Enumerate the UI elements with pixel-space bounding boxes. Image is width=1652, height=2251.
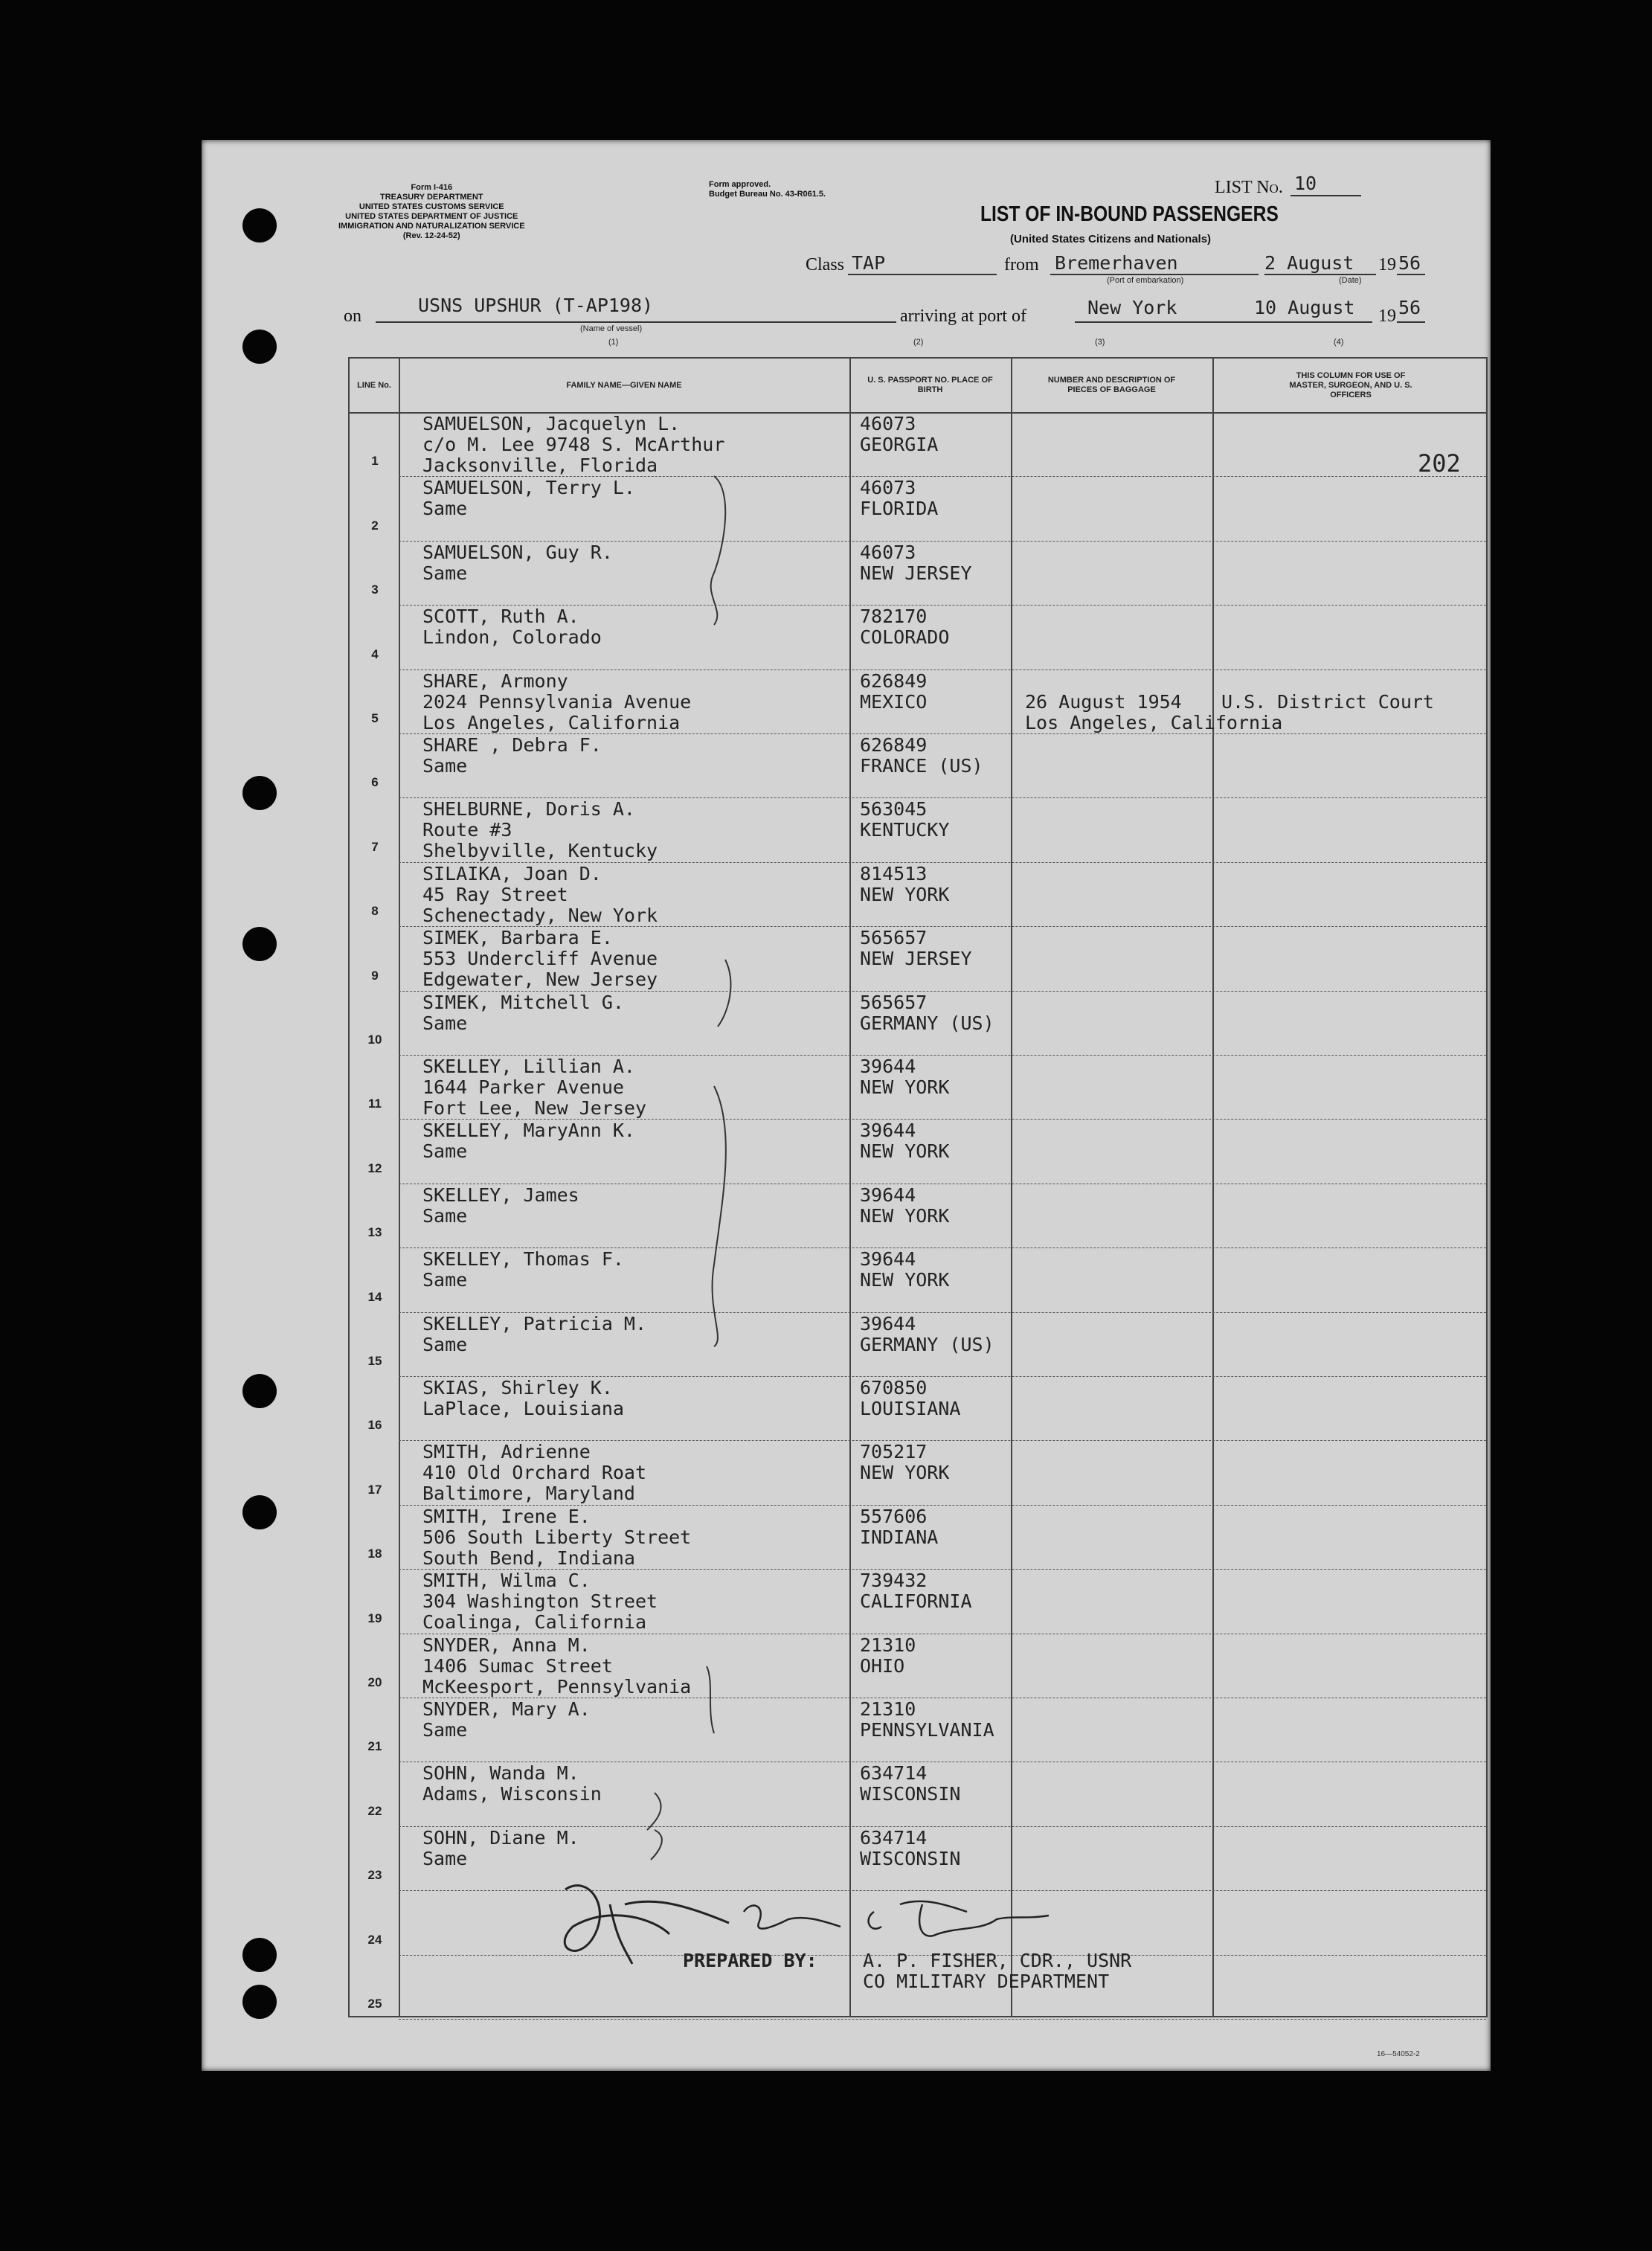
line-number: 10 — [367, 1033, 382, 1047]
line-number: 5 — [371, 711, 379, 725]
passenger-name: SMITH, Irene E. 506 South Liberty Street South Bend, Indiana — [422, 1505, 692, 1569]
passport-birthplace: 46073 GEORGIA — [860, 413, 939, 455]
col-divider — [1011, 359, 1012, 2016]
line-number: 24 — [367, 1932, 382, 1947]
list-no-value: 10 — [1294, 173, 1317, 194]
page-title: LIST OF IN-BOUND PASSENGERS — [980, 202, 1279, 226]
binder-hole — [242, 1495, 277, 1529]
col-num-3: (3) — [1095, 338, 1105, 347]
ins-label: IMMIGRATION AND NATURALIZATION SERVICE — [338, 222, 525, 231]
col-num-4: (4) — [1334, 338, 1344, 347]
row-divider — [399, 1890, 1486, 1891]
passenger-name: SOHN, Diane M. Same — [422, 1826, 579, 1869]
line-number: 14 — [367, 1289, 382, 1304]
form-revision: (Rev. 12-24-52) — [402, 231, 460, 240]
line-number: 17 — [367, 1482, 382, 1497]
col-num-2: (2) — [913, 338, 924, 347]
binder-hole — [242, 927, 277, 961]
arrival-date: 10 August — [1254, 297, 1355, 318]
passport-birthplace: 814513 NEW YORK — [860, 862, 950, 905]
page-subtitle: (United States Citizens and Nationals) — [1010, 233, 1212, 245]
passenger-name: SOHN, Wanda M. Adams, Wisconsin — [422, 1762, 602, 1805]
binder-hole — [242, 1374, 277, 1408]
passport-birthplace: 705217 NEW YORK — [860, 1441, 950, 1484]
passport-birthplace: 21310 PENNSYLVANIA — [860, 1698, 994, 1741]
line-number: 12 — [367, 1160, 382, 1175]
list-no-line — [1291, 195, 1361, 196]
on-label: on — [344, 306, 361, 326]
col-divider — [1212, 359, 1214, 2016]
passport-birthplace: 634714 WISCONSIN — [860, 1826, 961, 1869]
embarkation-year: 56 — [1398, 252, 1421, 274]
passport-birthplace: 39644 NEW YORK — [860, 1248, 950, 1291]
binder-hole — [242, 1985, 277, 2019]
budget-bureau-no: Budget Bureau No. 43-R061.5. — [709, 190, 826, 199]
line-number: 16 — [367, 1418, 382, 1433]
line-number: 8 — [371, 904, 379, 919]
passenger-name: SKELLEY, Thomas F. Same — [422, 1248, 624, 1291]
passenger-name: SMITH, Wilma C. 304 Washington Street Coalinga, California — [422, 1570, 658, 1634]
passenger-name: SILAIKA, Joan D. 45 Ray Street Schenectady, New York — [422, 862, 658, 926]
line-number: 25 — [367, 1997, 382, 2011]
passenger-table — [348, 357, 1488, 2017]
form-number: Form I-416 — [411, 183, 453, 192]
port-caption: (Port of embarkation) — [1107, 276, 1184, 285]
row-divider — [399, 2019, 1486, 2020]
passport-birthplace: 670850 LOUISIANA — [860, 1377, 961, 1419]
col-divider — [399, 359, 400, 2016]
line-number: 6 — [371, 775, 379, 790]
prepared-by-name: A. P. FISHER, CDR., USNR — [863, 1950, 1132, 1971]
department-of-justice: UNITED STATES DEPARTMENT OF JUSTICE — [345, 212, 518, 221]
passport-birthplace: 563045 KENTUCKY — [860, 798, 950, 841]
col-num-1: (1) — [608, 338, 619, 347]
passport-birthplace: 39644 NEW YORK — [860, 1056, 950, 1098]
line-number: 21 — [367, 1739, 382, 1754]
passenger-name: SNYDER, Anna M. 1406 Sumac Street McKeesport, Pennsylvania — [422, 1634, 692, 1698]
line-number: 7 — [371, 839, 379, 854]
prepared-by-department: CO MILITARY DEPARTMENT — [863, 1971, 1110, 1992]
col-divider — [849, 359, 851, 2016]
passenger-name: SNYDER, Mary A. Same — [422, 1698, 591, 1741]
customs-service: UNITED STATES CUSTOMS SERVICE — [359, 202, 504, 211]
form-identification-block — [338, 183, 525, 241]
form-approved: Form approved. — [709, 180, 771, 189]
year-line — [1397, 274, 1425, 275]
line-number: 22 — [367, 1803, 382, 1818]
col-header-passport: U. S. PASSPORT NO. PLACE OF BIRTH — [867, 376, 993, 394]
passenger-name: SMITH, Adrienne 410 Old Orchard Roat Baltimore, Maryland — [422, 1441, 647, 1505]
approval-block — [709, 180, 826, 199]
embarkation-year-prefix: 19 — [1378, 255, 1396, 274]
passenger-name: SHELBURNE, Doris A. Route #3 Shelbyville, Kentucky — [422, 798, 658, 862]
passport-birthplace: 565657 NEW JERSEY — [860, 927, 972, 970]
binder-hole — [242, 776, 277, 810]
passenger-name: SKELLEY, Patricia M. Same — [422, 1312, 647, 1355]
passport-birthplace: 21310 OHIO — [860, 1634, 916, 1677]
port-line — [1050, 274, 1259, 275]
passport-birthplace: 565657 GERMANY (US) — [860, 991, 994, 1034]
line-number: 3 — [371, 582, 379, 597]
prepared-by-label: PREPARED BY: — [683, 1950, 817, 1971]
passport-birthplace: 39644 NEW YORK — [860, 1184, 950, 1227]
officer-notes: U.S. District Court — [1221, 690, 1434, 713]
line-number: 4 — [371, 646, 379, 661]
passport-birthplace: 46073 FLORIDA — [860, 477, 939, 520]
embarkation-port: Bremerhaven — [1055, 252, 1178, 274]
embarkation-date: 2 August — [1264, 252, 1354, 274]
passport-birthplace: 782170 COLORADO — [860, 606, 950, 649]
passenger-name: SKELLEY, MaryAnn K. Same — [422, 1120, 635, 1163]
line-number: 9 — [371, 968, 379, 983]
class-label: Class — [806, 255, 845, 274]
binder-hole — [242, 330, 277, 364]
line-number: 15 — [367, 1354, 382, 1368]
vessel-caption: (Name of vessel) — [580, 324, 643, 333]
passport-birthplace: 626849 MEXICO — [860, 669, 928, 713]
passenger-name: SIMEK, Barbara E. 553 Undercliff Avenue Edgewater, New Jersey — [422, 927, 658, 991]
arrival-year-prefix: 19 — [1378, 306, 1396, 326]
binder-hole — [242, 208, 277, 243]
from-label: from — [1004, 255, 1039, 274]
class-line — [848, 274, 997, 275]
line-number: 2 — [371, 518, 379, 533]
date-caption: (Date) — [1339, 276, 1362, 285]
col-header-name: FAMILY NAME—GIVEN NAME — [566, 380, 682, 390]
passport-birthplace: 739432 CALIFORNIA — [860, 1570, 972, 1613]
col-header-officers: THIS COLUMN FOR USE OF MASTER, SURGEON, AND U. S. OFFICERS — [1289, 370, 1412, 399]
passenger-name: SIMEK, Mitchell G. Same — [422, 991, 624, 1034]
passenger-name: SHARE, Armony 2024 Pennsylvania Avenue Los Angeles, California — [422, 669, 692, 733]
vessel-line — [376, 321, 896, 323]
passport-birthplace: 39644 GERMANY (US) — [860, 1312, 994, 1355]
passenger-name: SAMUELSON, Jacquelyn L. c/o M. Lee 9748 S. McArthur Jacksonville, Florida — [422, 413, 725, 476]
line-number: 20 — [367, 1675, 382, 1689]
arrival-line — [1075, 321, 1372, 323]
passenger-name: SAMUELSON, Guy R. Same — [422, 541, 613, 584]
treasury-department: TREASURY DEPARTMENT — [380, 193, 483, 202]
list-no-label: LIST No. — [1215, 178, 1283, 197]
binder-hole — [242, 1938, 277, 1972]
passenger-name: SHARE , Debra F. Same — [422, 734, 602, 777]
passenger-name: SKIAS, Shirley K. LaPlace, Louisiana — [422, 1377, 624, 1419]
form-code: 16—54052-2 — [1377, 2050, 1420, 2058]
line-number: 19 — [367, 1611, 382, 1625]
vessel-name: USNS UPSHUR (T-AP198) — [418, 295, 654, 316]
baggage-description: 26 August 1954 Los Angeles, California — [1025, 690, 1283, 733]
arrival-year: 56 — [1398, 297, 1421, 318]
arriving-label: arriving at port of — [900, 306, 1026, 326]
arrival-port: New York — [1087, 297, 1177, 318]
col-header-line-no: LINE No. — [357, 380, 391, 390]
passenger-name: SAMUELSON, Terry L. Same — [422, 477, 635, 520]
line-number: 13 — [367, 1225, 382, 1240]
passenger-name: SKELLEY, Lillian A. 1644 Parker Avenue Fort Lee, New Jersey — [422, 1056, 647, 1119]
line-number: 18 — [367, 1547, 382, 1561]
passenger-name: SCOTT, Ruth A. Lindon, Colorado — [422, 606, 602, 649]
line-number: 11 — [368, 1096, 382, 1111]
passport-birthplace: 39644 NEW YORK — [860, 1120, 950, 1163]
passport-birthplace: 557606 INDIANA — [860, 1505, 939, 1548]
passenger-name: SKELLEY, James Same — [422, 1184, 579, 1227]
class-value: TAP — [852, 252, 886, 274]
line-number: 1 — [371, 454, 379, 469]
arrival-year-line — [1397, 321, 1425, 323]
passport-birthplace: 46073 NEW JERSEY — [860, 541, 972, 584]
date-line — [1264, 274, 1376, 275]
passport-birthplace: 626849 FRANCE (US) — [860, 734, 983, 777]
line-number: 23 — [367, 1868, 382, 1883]
col-header-baggage: NUMBER AND DESCRIPTION OF PIECES OF BAGGAGE — [1047, 376, 1176, 394]
stamp-number: 202 — [1418, 449, 1461, 478]
passport-birthplace: 634714 WISCONSIN — [860, 1762, 961, 1805]
